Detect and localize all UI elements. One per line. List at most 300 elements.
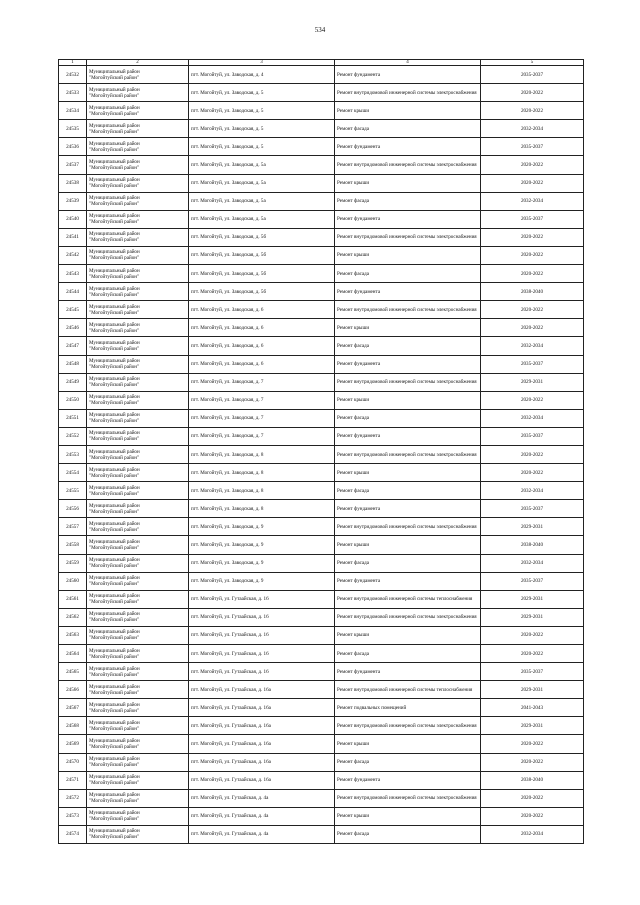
municipality-type: Муниципальный район: [89, 267, 140, 274]
work-type-cell: Ремонт крыши: [335, 807, 481, 825]
municipality-cell: [87, 608, 189, 626]
table-row: [59, 427, 584, 445]
municipality-cell: [87, 409, 189, 427]
municipality-type: Муниципальный район: [89, 394, 140, 401]
municipality-name: "Могойтуйский район": [89, 183, 140, 190]
row-number: 24546: [59, 319, 87, 337]
work-type-cell: Ремонт крыши: [335, 391, 481, 409]
municipality-name: "Могойтуйский район": [89, 798, 140, 805]
work-type-cell: Ремонт крыши: [335, 536, 481, 554]
address-cell: пгт. Могойтуй, ул. Заводская, д. 7: [189, 391, 335, 409]
municipality-cell: [87, 427, 189, 445]
work-type-cell: Ремонт внутридомовой инженерной системы электроснабжения: [335, 445, 481, 463]
municipality-name: "Могойтуйский район": [89, 472, 140, 479]
period-cell: 2029-2031: [481, 518, 584, 536]
municipality-cell: [87, 464, 189, 482]
municipality-type: Муниципальный район: [89, 321, 140, 328]
row-number: 24542: [59, 246, 87, 264]
municipality-name: "Могойтуйский район": [89, 327, 140, 334]
period-cell: 2020-2022: [481, 174, 584, 192]
address-cell: пгт. Могойтуй, ул. Гутаайская, д. 16: [189, 645, 335, 663]
period-cell: 2020-2022: [481, 228, 584, 246]
period-cell: 2020-2022: [481, 265, 584, 283]
table-row: [59, 355, 584, 373]
municipality-type: Муниципальный район: [89, 285, 140, 292]
municipality-name: "Могойтуйский район": [89, 128, 140, 135]
table-row: [59, 753, 584, 771]
row-number: 24565: [59, 663, 87, 681]
municipality-cell: [87, 66, 189, 84]
address-cell: пгт. Могойтуй, ул. Заводская, д. 8: [189, 464, 335, 482]
address-cell: пгт. Могойтуй, ул. Гутаайская, д. 16а: [189, 735, 335, 753]
period-cell: 2035-2037: [481, 572, 584, 590]
row-number: 24570: [59, 753, 87, 771]
municipality-name: "Могойтуйский район": [89, 744, 140, 751]
municipality-cell: [87, 373, 189, 391]
municipality-name: "Могойтуйский район": [89, 92, 140, 99]
address-cell: пгт. Могойтуй, ул. Заводская, д. 5: [189, 138, 335, 156]
period-cell: 2032-2034: [481, 120, 584, 138]
municipality-type: Муниципальный район: [89, 665, 140, 672]
table-row: [59, 608, 584, 626]
period-cell: 2029-2031: [481, 717, 584, 735]
address-cell: пгт. Могойтуй, ул. Гутаайская, д. 16а: [189, 681, 335, 699]
municipality-name: "Могойтуйский район": [89, 74, 140, 81]
table-row: [59, 319, 584, 337]
address-cell: пгт. Могойтуй, ул. Заводская, д. 9: [189, 572, 335, 590]
address-cell: пгт. Могойтуй, ул. Заводская, д. 9: [189, 554, 335, 572]
municipality-name: "Могойтуйский район": [89, 707, 140, 714]
period-cell: 2020-2022: [481, 445, 584, 463]
address-cell: пгт. Могойтуй, ул. Гутаайская, д. 16: [189, 626, 335, 644]
municipality-name: "Могойтуйский район": [89, 599, 140, 606]
municipality-type: Муниципальный район: [89, 376, 140, 383]
municipality-type: Муниципальный район: [89, 231, 140, 238]
municipality-name: "Могойтуйский район": [89, 490, 140, 497]
work-type-cell: Ремонт фундамента: [335, 355, 481, 373]
municipality-name: "Могойтуйский район": [89, 762, 140, 769]
municipality-cell: [87, 572, 189, 590]
address-cell: пгт. Могойтуй, ул. Гутаайская, д. 16а: [189, 717, 335, 735]
row-number: 24545: [59, 301, 87, 319]
municipality-type: Муниципальный район: [89, 557, 140, 564]
municipality-cell: [87, 355, 189, 373]
period-cell: 2020-2022: [481, 391, 584, 409]
period-cell: 2038-2040: [481, 283, 584, 301]
table-row: [59, 156, 584, 174]
work-type-cell: Ремонт фасада: [335, 753, 481, 771]
period-cell: 2035-2037: [481, 355, 584, 373]
row-number: 24536: [59, 138, 87, 156]
address-cell: пгт. Могойтуй, ул. Заводская, д. 8: [189, 500, 335, 518]
municipality-type: Муниципальный район: [89, 466, 140, 473]
municipality-cell: [87, 265, 189, 283]
work-type-cell: Ремонт фундамента: [335, 500, 481, 518]
period-cell: 2035-2037: [481, 138, 584, 156]
work-type-cell: Ремонт крыши: [335, 464, 481, 482]
address-cell: пгт. Могойтуй, ул. Заводская, д. 7: [189, 427, 335, 445]
address-cell: пгт. Могойтуй, ул. Гутаайская, д. 16а: [189, 699, 335, 717]
table-row: [59, 626, 584, 644]
address-cell: пгт. Могойтуй, ул. Заводская, д. 5б: [189, 228, 335, 246]
row-number: 24547: [59, 337, 87, 355]
municipality-type: Муниципальный район: [89, 122, 140, 129]
municipality-cell: [87, 554, 189, 572]
municipality-type: Муниципальный район: [89, 593, 140, 600]
municipality-name: "Могойтуйский район": [89, 237, 140, 244]
period-cell: 2020-2022: [481, 102, 584, 120]
work-type-cell: Ремонт крыши: [335, 626, 481, 644]
municipality-type: Муниципальный район: [89, 538, 140, 545]
municipality-type: Муниципальный район: [89, 719, 140, 726]
municipality-type: Муниципальный район: [89, 792, 140, 799]
address-cell: пгт. Могойтуй, ул. Гутаайская, д. 4а: [189, 789, 335, 807]
address-cell: пгт. Могойтуй, ул. Заводская, д. 6: [189, 319, 335, 337]
work-type-cell: Ремонт фундамента: [335, 210, 481, 228]
address-cell: пгт. Могойтуй, ул. Гутаайская, д. 16: [189, 608, 335, 626]
municipality-type: Муниципальный район: [89, 448, 140, 455]
row-number: 24539: [59, 192, 87, 210]
address-cell: пгт. Могойтуй, ул. Заводская, д. 7: [189, 373, 335, 391]
table-row: [59, 66, 584, 84]
period-cell: 2020-2022: [481, 735, 584, 753]
address-cell: пгт. Могойтуй, ул. Гутаайская, д. 4а: [189, 807, 335, 825]
municipality-name: "Могойтуйский район": [89, 255, 140, 262]
period-cell: 2029-2031: [481, 590, 584, 608]
row-number: 24567: [59, 699, 87, 717]
table-row: [59, 391, 584, 409]
work-type-cell: Ремонт фасада: [335, 482, 481, 500]
municipality-cell: [87, 663, 189, 681]
table-row: [59, 138, 584, 156]
table-row: [59, 301, 584, 319]
municipality-cell: [87, 301, 189, 319]
municipality-name: "Могойтуйский район": [89, 563, 140, 570]
address-cell: пгт. Могойтуй, ул. Заводская, д. 4: [189, 66, 335, 84]
row-number: 24560: [59, 572, 87, 590]
municipality-cell: [87, 210, 189, 228]
municipality-type: Муниципальный район: [89, 647, 140, 654]
municipality-cell: [87, 771, 189, 789]
work-type-cell: Ремонт фасада: [335, 265, 481, 283]
period-cell: 2032-2034: [481, 409, 584, 427]
municipality-name: "Могойтуйский район": [89, 526, 140, 533]
work-type-cell: Ремонт подвальных помещений: [335, 699, 481, 717]
table-row: [59, 84, 584, 102]
municipality-type: Муниципальный район: [89, 104, 140, 111]
row-number: 24569: [59, 735, 87, 753]
work-type-cell: Ремонт внутридомовой инженерной системы электроснабжения: [335, 717, 481, 735]
work-type-cell: Ремонт крыши: [335, 246, 481, 264]
period-cell: 2020-2022: [481, 156, 584, 174]
municipality-cell: [87, 735, 189, 753]
table-row: [59, 681, 584, 699]
table-row: [59, 409, 584, 427]
period-cell: 2041-2043: [481, 699, 584, 717]
municipality-cell: [87, 246, 189, 264]
row-number: 24572: [59, 789, 87, 807]
work-type-cell: Ремонт фундамента: [335, 427, 481, 445]
municipality-type: Муниципальный район: [89, 68, 140, 75]
period-cell: 2020-2022: [481, 246, 584, 264]
address-cell: пгт. Могойтуй, ул. Заводская, д. 6: [189, 355, 335, 373]
period-cell: 2035-2037: [481, 210, 584, 228]
row-number: 24564: [59, 645, 87, 663]
address-cell: пгт. Могойтуй, ул. Заводская, д. 5б: [189, 265, 335, 283]
municipality-type: Муниципальный район: [89, 249, 140, 256]
municipality-name: "Могойтуйский район": [89, 364, 140, 371]
period-cell: 2032-2034: [481, 482, 584, 500]
table-row: [59, 663, 584, 681]
table-body: [59, 66, 584, 844]
address-cell: пгт. Могойтуй, ул. Заводская, д. 6: [189, 337, 335, 355]
row-number: 24556: [59, 500, 87, 518]
municipality-cell: [87, 138, 189, 156]
municipality-cell: [87, 681, 189, 699]
table-row: [59, 699, 584, 717]
period-cell: 2020-2022: [481, 626, 584, 644]
period-cell: 2020-2022: [481, 645, 584, 663]
period-cell: 2029-2031: [481, 373, 584, 391]
address-cell: пгт. Могойтуй, ул. Заводская, д. 8: [189, 445, 335, 463]
period-cell: 2029-2031: [481, 681, 584, 699]
row-number: 24561: [59, 590, 87, 608]
work-type-cell: Ремонт фундамента: [335, 283, 481, 301]
municipality-name: "Могойтуйский район": [89, 110, 140, 117]
row-number: 24571: [59, 771, 87, 789]
municipality-name: "Могойтуйский район": [89, 635, 140, 642]
work-type-cell: Ремонт внутридомовой инженерной системы электроснабжения: [335, 518, 481, 536]
period-cell: 2035-2037: [481, 663, 584, 681]
municipality-cell: [87, 536, 189, 554]
municipality-type: Муниципальный район: [89, 358, 140, 365]
municipality-name: "Могойтуйский район": [89, 291, 140, 298]
address-cell: пгт. Могойтуй, ул. Гутаайская, д. 16а: [189, 753, 335, 771]
table-row: [59, 228, 584, 246]
municipality-name: "Могойтуйский район": [89, 418, 140, 425]
work-type-cell: Ремонт внутридомовой инженерной системы электроснабжения: [335, 156, 481, 174]
municipality-cell: [87, 391, 189, 409]
municipality-name: "Могойтуйский район": [89, 617, 140, 624]
row-number: 24537: [59, 156, 87, 174]
table-row: [59, 445, 584, 463]
column-header-1: 1: [59, 60, 87, 66]
address-cell: пгт. Могойтуй, ул. Заводская, д. 7: [189, 409, 335, 427]
table-row: [59, 174, 584, 192]
period-cell: 2020-2022: [481, 319, 584, 337]
row-number: 24552: [59, 427, 87, 445]
row-number: 24548: [59, 355, 87, 373]
period-cell: 2020-2022: [481, 789, 584, 807]
municipality-cell: [87, 337, 189, 355]
table-row: [59, 102, 584, 120]
municipality-type: Муниципальный район: [89, 86, 140, 93]
municipality-cell: [87, 102, 189, 120]
municipality-cell: [87, 228, 189, 246]
table-row: [59, 246, 584, 264]
row-number: 24541: [59, 228, 87, 246]
table-row: [59, 645, 584, 663]
address-cell: пгт. Могойтуй, ул. Гутаайская, д. 4а: [189, 825, 335, 843]
municipality-cell: [87, 645, 189, 663]
page-number: 534: [314, 26, 326, 34]
period-cell: 2020-2022: [481, 84, 584, 102]
municipality-cell: [87, 84, 189, 102]
municipality-name: "Могойтуйский район": [89, 671, 140, 678]
work-type-cell: Ремонт внутридомовой инженерной системы электроснабжения: [335, 608, 481, 626]
row-number: 24559: [59, 554, 87, 572]
work-type-cell: Ремонт фундамента: [335, 771, 481, 789]
municipality-type: Муниципальный район: [89, 303, 140, 310]
municipality-type: Муниципальный район: [89, 177, 140, 184]
table-row: [59, 536, 584, 554]
work-type-cell: Ремонт внутридомовой инженерной системы электроснабжения: [335, 84, 481, 102]
address-cell: пгт. Могойтуй, ул. Заводская, д. 5: [189, 102, 335, 120]
table-row: [59, 554, 584, 572]
period-cell: 2029-2031: [481, 608, 584, 626]
address-cell: пгт. Могойтуй, ул. Заводская, д. 5б: [189, 246, 335, 264]
municipality-cell: [87, 156, 189, 174]
row-number: 24543: [59, 265, 87, 283]
table-row: [59, 482, 584, 500]
period-cell: 2032-2034: [481, 825, 584, 843]
work-type-cell: Ремонт крыши: [335, 102, 481, 120]
municipality-type: Муниципальный район: [89, 629, 140, 636]
period-cell: 2020-2022: [481, 807, 584, 825]
work-type-cell: Ремонт внутридомовой инженерной системы теплоснабжения: [335, 590, 481, 608]
row-number: 24551: [59, 409, 87, 427]
work-type-cell: Ремонт фасада: [335, 554, 481, 572]
address-cell: пгт. Могойтуй, ул. Заводская, д. 5а: [189, 210, 335, 228]
row-number: 24538: [59, 174, 87, 192]
row-number: 24557: [59, 518, 87, 536]
table-row: [59, 572, 584, 590]
row-number: 24540: [59, 210, 87, 228]
table-row: [59, 373, 584, 391]
municipality-type: Муниципальный район: [89, 339, 140, 346]
address-cell: пгт. Могойтуй, ул. Заводская, д. 5а: [189, 156, 335, 174]
municipality-type: Муниципальный район: [89, 683, 140, 690]
column-header-2: 2: [87, 60, 189, 66]
municipality-type: Муниципальный район: [89, 412, 140, 419]
row-number: 24562: [59, 608, 87, 626]
municipality-type: Муниципальный район: [89, 611, 140, 618]
address-cell: пгт. Могойтуй, ул. Заводская, д. 5: [189, 84, 335, 102]
row-number: 24574: [59, 825, 87, 843]
municipality-type: Муниципальный район: [89, 828, 140, 835]
municipality-name: "Могойтуйский район": [89, 345, 140, 352]
municipality-name: "Могойтуйский район": [89, 382, 140, 389]
address-cell: пгт. Могойтуй, ул. Гутаайская, д. 16: [189, 590, 335, 608]
municipality-name: "Могойтуйский район": [89, 436, 140, 443]
repair-schedule-table: [58, 59, 584, 844]
municipality-cell: [87, 699, 189, 717]
municipality-name: "Могойтуйский район": [89, 816, 140, 823]
municipality-cell: [87, 445, 189, 463]
municipality-type: Муниципальный район: [89, 502, 140, 509]
row-number: 24566: [59, 681, 87, 699]
row-number: 24549: [59, 373, 87, 391]
table-row: [59, 789, 584, 807]
municipality-type: Муниципальный район: [89, 774, 140, 781]
table-row: [59, 210, 584, 228]
municipality-type: Муниципальный район: [89, 810, 140, 817]
work-type-cell: Ремонт крыши: [335, 735, 481, 753]
municipality-cell: [87, 500, 189, 518]
municipality-cell: [87, 174, 189, 192]
municipality-name: "Могойтуйский район": [89, 309, 140, 316]
work-type-cell: Ремонт фасада: [335, 825, 481, 843]
period-cell: 2035-2037: [481, 500, 584, 518]
work-type-cell: Ремонт фундамента: [335, 66, 481, 84]
work-type-cell: Ремонт фасада: [335, 645, 481, 663]
row-number: 24563: [59, 626, 87, 644]
table-row: [59, 500, 584, 518]
municipality-name: "Могойтуйский район": [89, 544, 140, 551]
period-cell: 2032-2034: [481, 554, 584, 572]
column-header-4: 4: [335, 60, 481, 66]
period-cell: 2032-2034: [481, 337, 584, 355]
municipality-type: Муниципальный район: [89, 430, 140, 437]
municipality-cell: [87, 825, 189, 843]
municipality-name: "Могойтуйский район": [89, 780, 140, 787]
address-cell: пгт. Могойтуй, ул. Заводская, д. 5: [189, 120, 335, 138]
municipality-type: Муниципальный район: [89, 520, 140, 527]
address-cell: пгт. Могойтуй, ул. Заводская, д. 5а: [189, 174, 335, 192]
municipality-name: "Могойтуйский район": [89, 508, 140, 515]
municipality-cell: [87, 590, 189, 608]
work-type-cell: Ремонт фасада: [335, 409, 481, 427]
municipality-name: "Могойтуйский район": [89, 400, 140, 407]
table-row: [59, 807, 584, 825]
table-row: [59, 283, 584, 301]
municipality-cell: [87, 482, 189, 500]
row-number: 24535: [59, 120, 87, 138]
municipality-type: Муниципальный район: [89, 575, 140, 582]
row-number: 24534: [59, 102, 87, 120]
period-cell: 2020-2022: [481, 464, 584, 482]
table-row: [59, 518, 584, 536]
work-type-cell: Ремонт внутридомовой инженерной системы теплоснабжения: [335, 681, 481, 699]
municipality-cell: [87, 192, 189, 210]
municipality-type: Муниципальный район: [89, 701, 140, 708]
address-cell: пгт. Могойтуй, ул. Гутаайская, д. 16а: [189, 771, 335, 789]
work-type-cell: Ремонт фасада: [335, 120, 481, 138]
municipality-name: "Могойтуйский район": [89, 689, 140, 696]
row-number: 24544: [59, 283, 87, 301]
municipality-cell: [87, 518, 189, 536]
municipality-name: "Могойтуйский район": [89, 165, 140, 172]
row-number: 24532: [59, 66, 87, 84]
municipality-cell: [87, 807, 189, 825]
address-cell: пгт. Могойтуй, ул. Заводская, д. 6: [189, 301, 335, 319]
municipality-type: Муниципальный район: [89, 140, 140, 147]
table-row: [59, 771, 584, 789]
municipality-cell: [87, 626, 189, 644]
table-row: [59, 735, 584, 753]
work-type-cell: Ремонт фундамента: [335, 663, 481, 681]
municipality-cell: [87, 319, 189, 337]
work-type-cell: Ремонт фасада: [335, 337, 481, 355]
address-cell: пгт. Могойтуй, ул. Заводская, д. 5б: [189, 283, 335, 301]
work-type-cell: Ремонт внутридомовой инженерной системы электроснабжения: [335, 789, 481, 807]
period-cell: 2032-2034: [481, 192, 584, 210]
municipality-type: Муниципальный район: [89, 195, 140, 202]
row-number: 24573: [59, 807, 87, 825]
municipality-type: Муниципальный район: [89, 159, 140, 166]
table-row: [59, 590, 584, 608]
municipality-type: Муниципальный район: [89, 213, 140, 220]
